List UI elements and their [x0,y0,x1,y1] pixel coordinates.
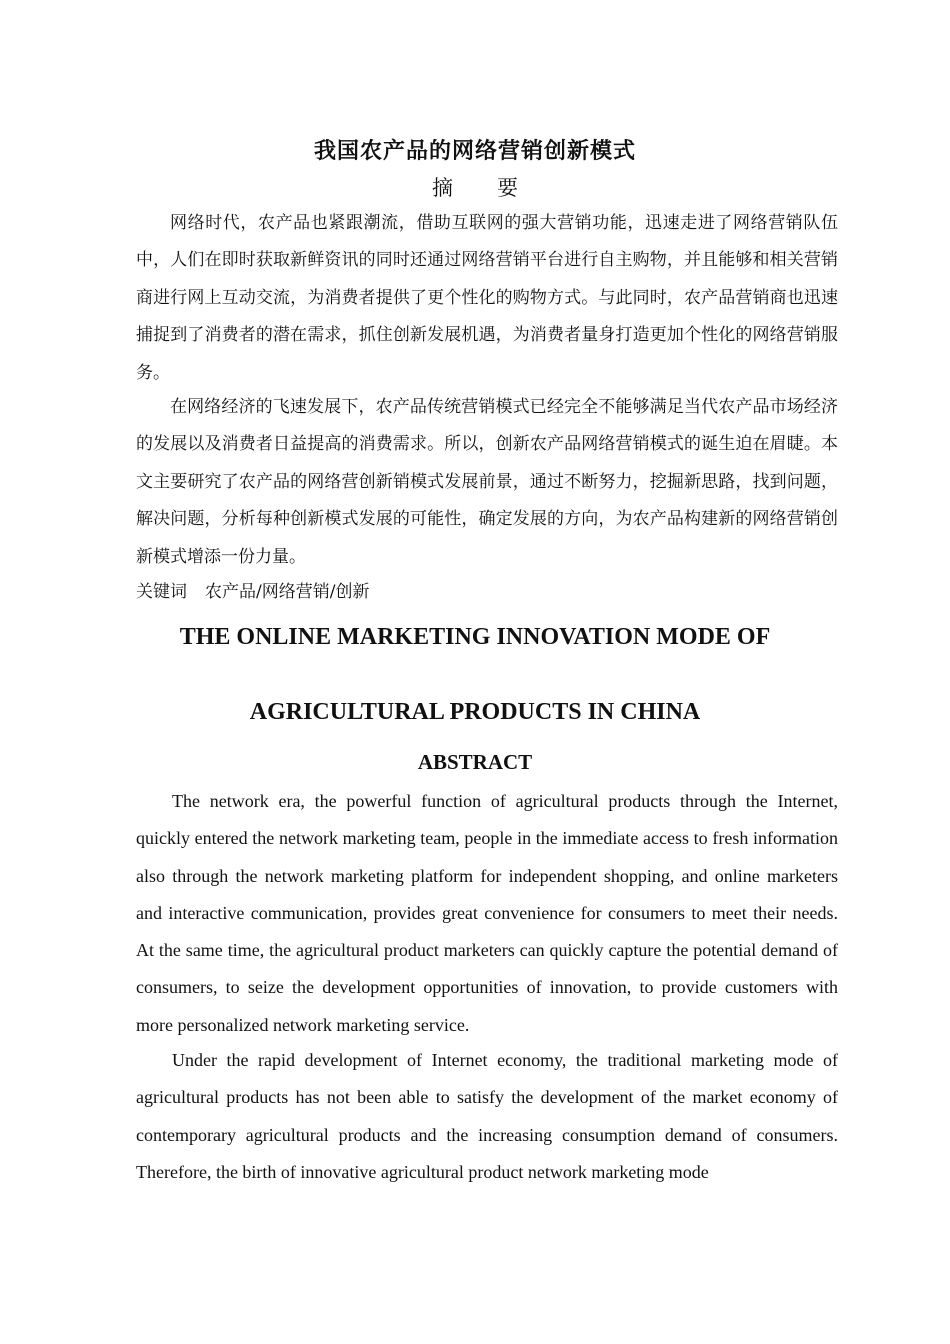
english-abstract-heading: ABSTRACT [417,750,533,774]
english-abstract-paragraph-2: Under the rapid development of Internet economy, the traditional marketing mode of agricultural products has not been able to satisfy the development of the market economy of contemporary agricultural products and the increasing consumption demand of consumers. Therefore, the birth of innovative agricultural product network marketing mode [136,1050,838,1182]
english-title-line-2: AGRICULTURAL PRODUCTS IN CHINA [249,699,701,725]
chinese-abstract-paragraph-2: 在网络经济的飞速发展下，农产品传统营销模式已经完全不能够满足当代农产品市场经济的发展以及消费者日益提高的消费需求。所以，创新农产品网络营销模式的诞生迫在眉睫。本文主要研究了农产品的网络营创新销模式发展前景，通过不断努力，挖掘新思路，找到问题，解决问题，分析每种创新模式发展的可能性，确定发展的方向，为农产品构建新的网络营销创新模式增添一份力量。 [136,397,838,567]
english-abstract-paragraph-1: The network era, the powerful function of agricultural products through the Internet, quickly entered the network marketing team, people in the immediate access to fresh information also through the network marketing platform for independent shopping, and online marketers and interactive communication, provides great convenience for consumers to meet their needs. At the same time, the agricultural product marketers can quickly capture the potential demand of consumers, to seize the development opportunities of innovation, to provide customers with more personalized network marketing service. [136,791,838,1035]
chinese-abstract-paragraph-1: 网络时代，农产品也紧跟潮流，借助互联网的强大营销功能，迅速走进了网络营销队伍中，人们在即时获取新鲜资讯的同时还通过网络营销平台进行自主购物，并且能够和相关营销商进行网上互动交流，为消费者提供了更个性化的购物方式。与此同时，农产品营销商也迅速捕捉到了消费者的潜在需求，抓住创新发展机遇，为消费者量身打造更加个性化的网络营销服务。 [136,213,838,383]
abstract-heading-char-1: 摘 [432,176,453,200]
keywords-label: 关键词 [136,582,187,602]
chinese-title: 我国农产品的网络营销创新模式 [313,139,636,164]
english-title-line-1: THE ONLINE MARKETING INNOVATION MODE OF [179,624,771,650]
keywords-value: 农产品/网络营销/创新 [205,582,370,602]
abstract-heading-char-2: 要 [497,176,518,200]
chinese-keywords [136,577,838,607]
chinese-abstract-heading [0,172,950,202]
